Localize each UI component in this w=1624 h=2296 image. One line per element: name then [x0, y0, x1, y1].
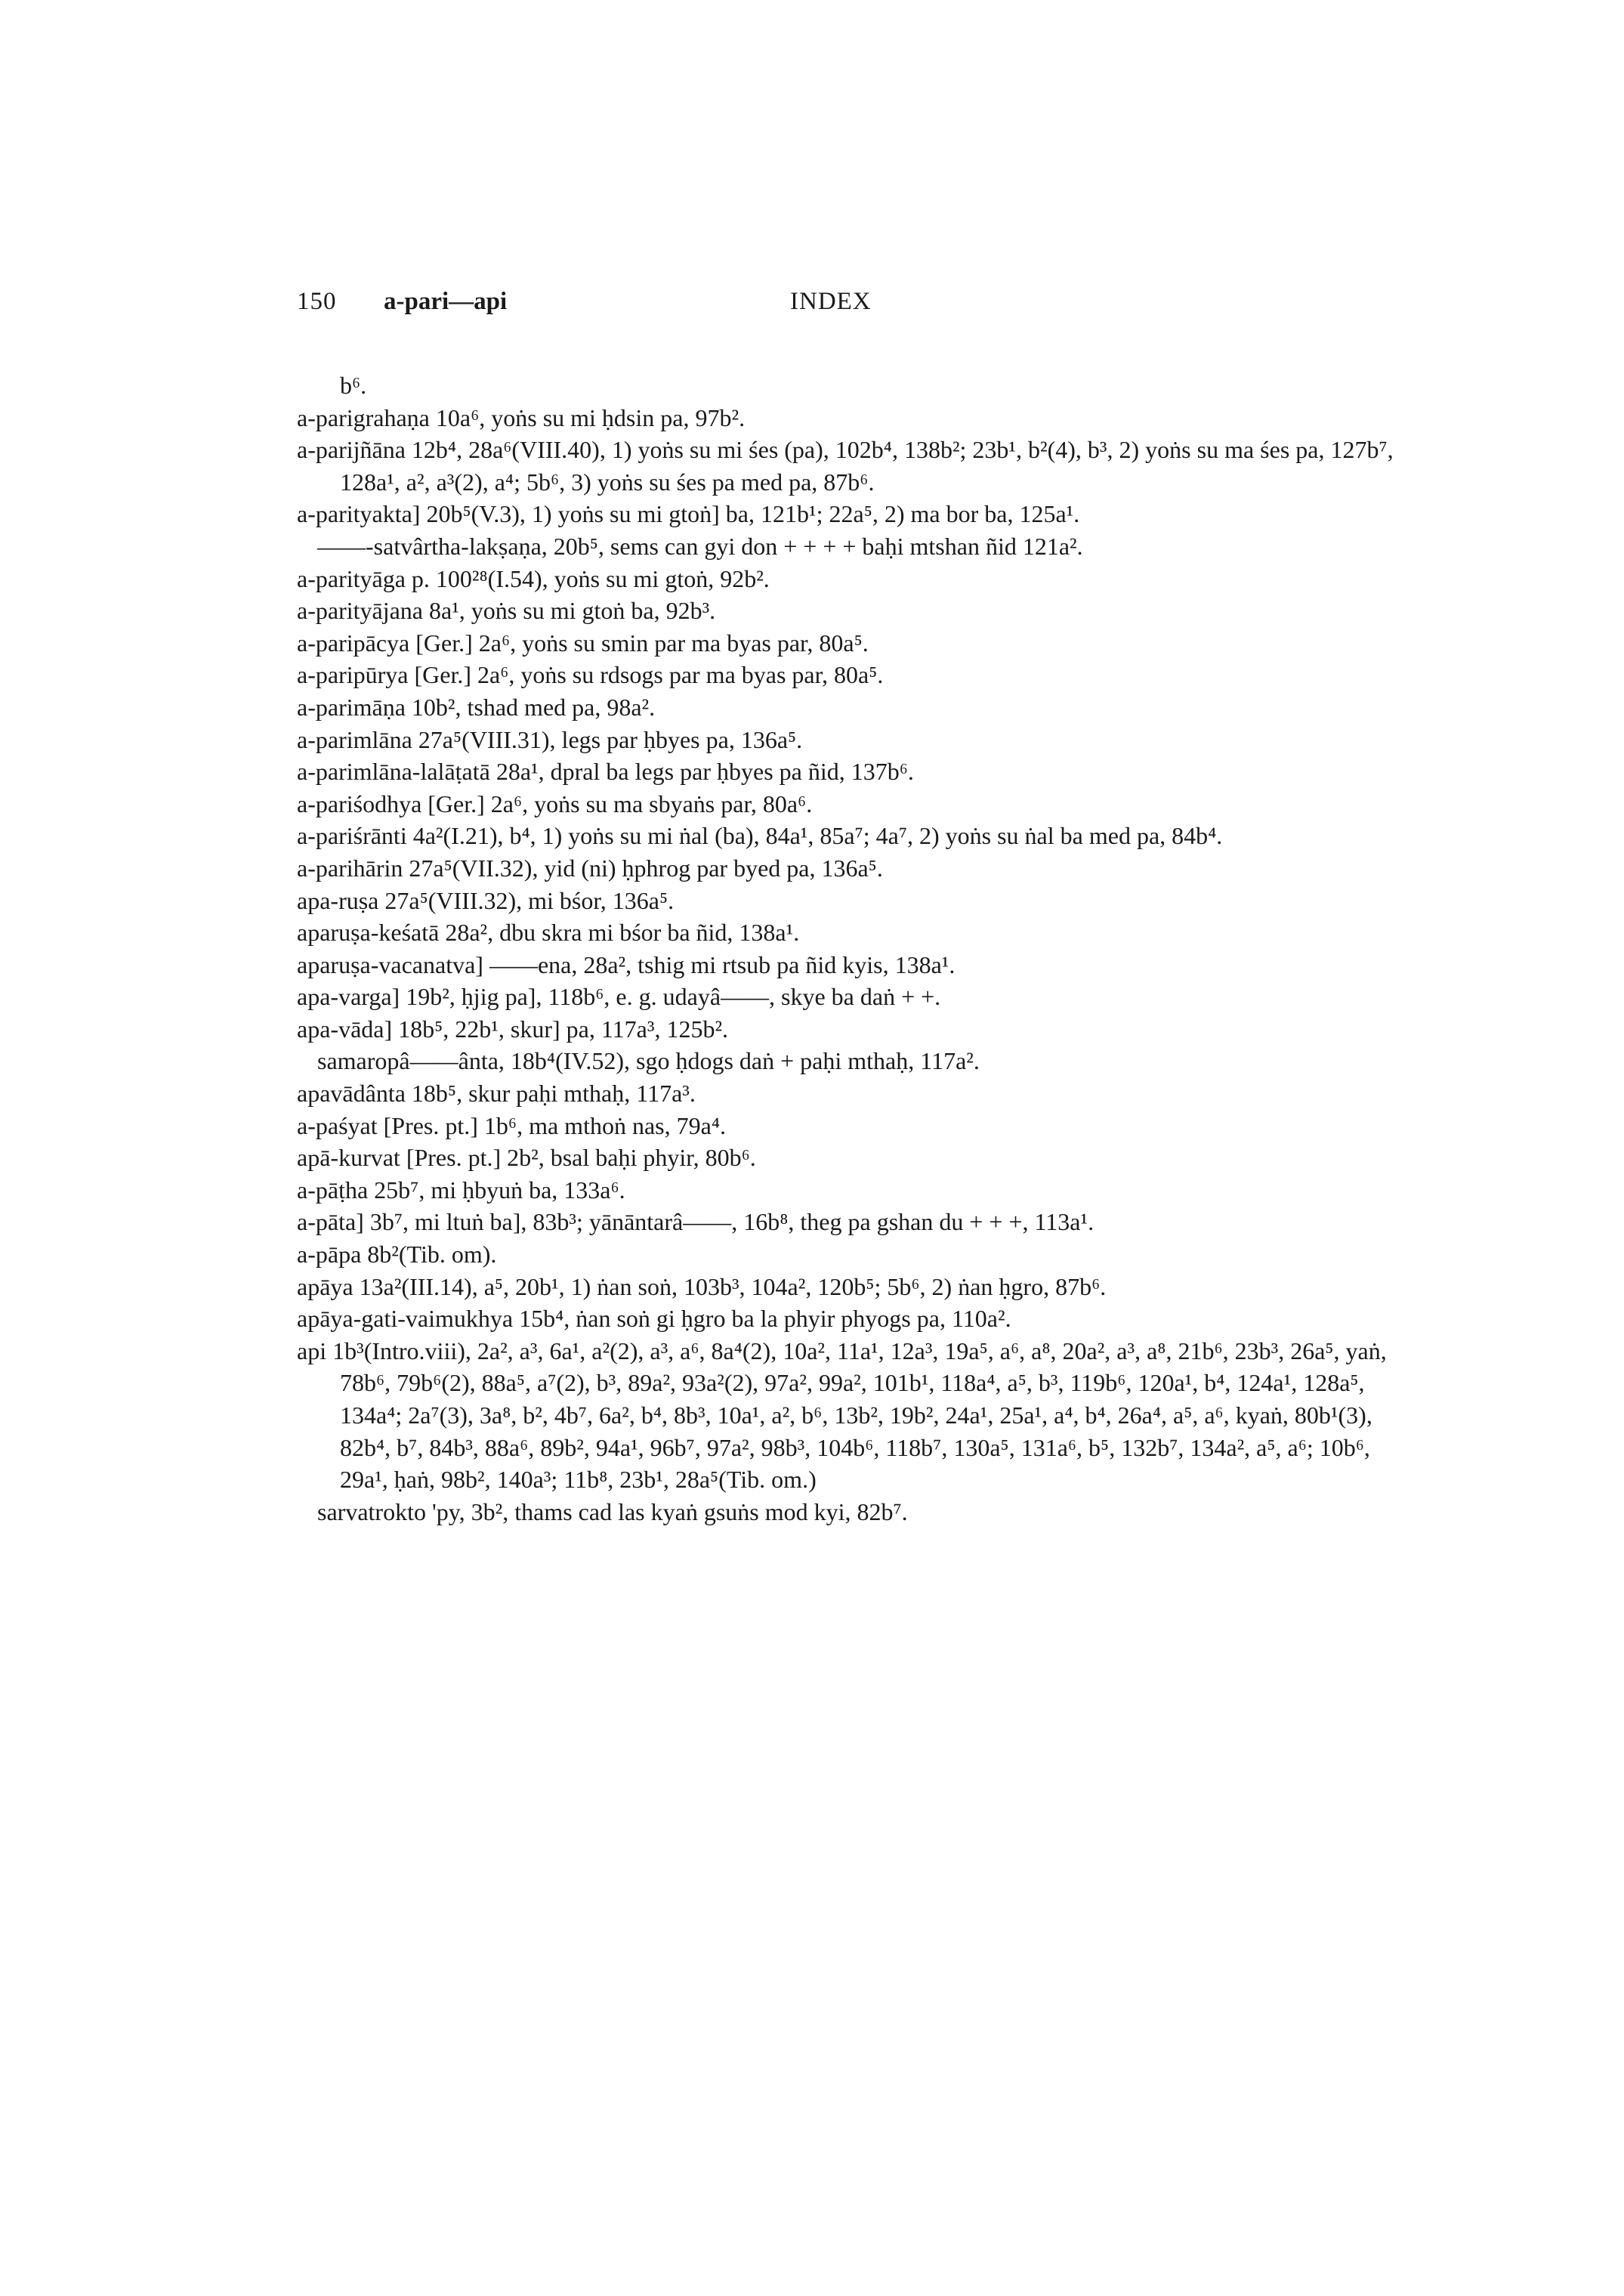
- index-entry: a-parimlāna-lalāṭatā 28a¹, dpral ba legs par ḥbyes pa ñid, 137b⁶.: [297, 758, 914, 786]
- index-entry: samaropâ——ânta, 18b⁴(IV.52), sgo ḥdogs daṅ + paḥi mthaḥ, 117a².: [317, 1047, 980, 1075]
- index-entry: apāya 13a²(III.14), a⁵, 20b¹, 1) ṅan soṅ, 103b³, 104a², 120b⁵; 5b⁶, 2) ṅan ḥgro, 87b⁶.: [297, 1272, 1107, 1300]
- index-entry: a-paripācya [Ger.] 2a⁶, yoṅs su smin par ma byas par, 80a⁵.: [297, 629, 869, 657]
- index-entry: a-parimāṇa 10b², tshad med pa, 98a².: [297, 693, 656, 721]
- index-entry: a-parijñāna 12b⁴, 28a⁶(VIII.40), 1) yoṅs su mi śes (pa), 102b⁴, 138b²; 23b¹, b²(4), b³, 2) yoṅs su ma śes pa, 127b⁷, 128a¹, a², a³(2), a⁴; 5b⁶, 3) yoṅs su śes pa med pa, 87b⁶.: [297, 436, 1394, 496]
- index-entries: [297, 369, 1407, 1528]
- running-header: [0, 285, 1624, 318]
- header-range: a-pari—api: [384, 288, 508, 315]
- index-entry: aparuṣa-vacanatva] ——ena, 28a², tshig mi rtsub pa ñid kyis, 138a¹.: [297, 950, 956, 978]
- index-entry: a-parityakta] 20b⁵(V.3), 1) yoṅs su mi gtoṅ] ba, 121b¹; 22a⁵, 2) ma bor ba, 125a¹.: [297, 500, 1080, 528]
- page-number: 150: [297, 288, 337, 315]
- index-entry: ——-satvârtha-lakṣaṇa, 20b⁵, sems can gyi don + + + + baḥi mtshan ñid 121a².: [317, 532, 1083, 560]
- index-entry: apa-ruṣa 27a⁵(VIII.32), mi bśor, 136a⁵.: [297, 886, 675, 914]
- index-entry: apa-vāda] 18b⁵, 22b¹, skur] pa, 117a³, 125b².: [297, 1015, 729, 1043]
- index-entry: apa-varga] 19b², ḥjig pa], 118b⁶, e. g. udayâ——, skye ba daṅ + +.: [297, 983, 941, 1011]
- index-entry: b⁶.: [340, 372, 367, 399]
- index-entry: apāya-gati-vaimukhya 15b⁴, ṅan soṅ gi ḥgro ba la phyir phyogs pa, 110a².: [297, 1305, 1011, 1333]
- header-title: INDEX: [790, 288, 872, 315]
- index-entry: a-pāṭha 25b⁷, mi ḥbyuṅ ba, 133a⁶.: [297, 1176, 625, 1204]
- index-entry: aparuṣa-keśatā 28a², dbu skra mi bśor ba ñid, 138a¹.: [297, 919, 800, 947]
- index-entry: a-pariśodhya [Ger.] 2a⁶, yoṅs su ma sbyaṅs par, 80a⁶.: [297, 790, 813, 817]
- index-entry: apā-kurvat [Pres. pt.] 2b², bsal baḥi phyir, 80b⁶.: [297, 1144, 756, 1172]
- index-entry: sarvatrokto 'py, 3b², thams cad las kyaṅ gsuṅs mod kyi, 82b⁷.: [317, 1497, 908, 1525]
- index-entry: a-parimlāna 27a⁵(VIII.31), legs par ḥbyes pa, 136a⁵.: [297, 725, 803, 753]
- index-entry: a-pāpa 8b²(Tib. om).: [297, 1241, 497, 1269]
- index-entry: a-parigrahaṇa 10a⁶, yoṅs su mi ḥdsin pa, 97b².: [297, 403, 746, 431]
- index-entry: a-parityājana 8a¹, yoṅs su mi gtoṅ ba, 92b³.: [297, 597, 716, 625]
- index-entry: apavādânta 18b⁵, skur paḥi mthaḥ, 117a³.: [297, 1080, 696, 1108]
- index-entry: a-paripūrya [Ger.] 2a⁶, yoṅs su rdsogs par ma byas par, 80a⁵.: [297, 661, 884, 689]
- index-entry: a-parihārin 27a⁵(VII.32), yid (ni) ḥphrog par byed pa, 136a⁵.: [297, 854, 883, 882]
- index-entry: a-pariśrānti 4a²(I.21), b⁴, 1) yoṅs su mi ṅal (ba), 84a¹, 85a⁷; 4a⁷, 2) yoṅs su ṅal ba med pa, 84b⁴.: [297, 822, 1223, 850]
- index-entry: a-pāta] 3b⁷, mi ltuṅ ba], 83b³; yānāntarâ——, 16b⁸, theg pa gshan du + + +, 113a¹.: [297, 1208, 1095, 1236]
- index-entry: a-parityāga p. 100²⁸(I.54), yoṅs su mi gtoṅ, 92b².: [297, 564, 770, 592]
- index-entry: api 1b³(Intro.viii), 2a², a³, 6a¹, a²(2), a³, a⁶, 8a⁴(2), 10a², 11a¹, 12a³, 19a⁵, a⁶, a⁸, 20a², a³, a⁸, 21b⁶, 23b³, 26a⁵, yaṅ, 78b⁶, 79b⁶(2), 88a⁵, a⁷(2), b³, 89a², 93a²(2), 97a², 99a², 101b¹, 118a⁴, a⁵, b³, 119b⁶, 120a¹, b⁴, 124a¹, 128a⁵, 134a⁴; 2a⁷(3), 3a⁸, b², 4b⁷, 6a², b⁴, 8b³, 10a¹, a², b⁶, 13b², 19b², 24a¹, 25a¹, a⁴, b⁴, 26a⁴, a⁵, a⁶, kyaṅ, 80b¹(3), 82b⁴, b⁷, 84b³, 88a⁶, 89b², 94a¹, 96b⁷, 97a², 98b³, 104b⁶, 118b⁷, 130a⁵, 131a⁶, b⁵, 132b⁷, 134a², a⁵, a⁶; 10b⁶, 29a¹, ḥaṅ, 98b², 140a³; 11b⁸, 23b¹, 28a⁵(Tib. om.): [297, 1337, 1387, 1494]
- index-entry: a-paśyat [Pres. pt.] 1b⁶, ma mthoṅ nas, 79a⁴.: [297, 1111, 726, 1139]
